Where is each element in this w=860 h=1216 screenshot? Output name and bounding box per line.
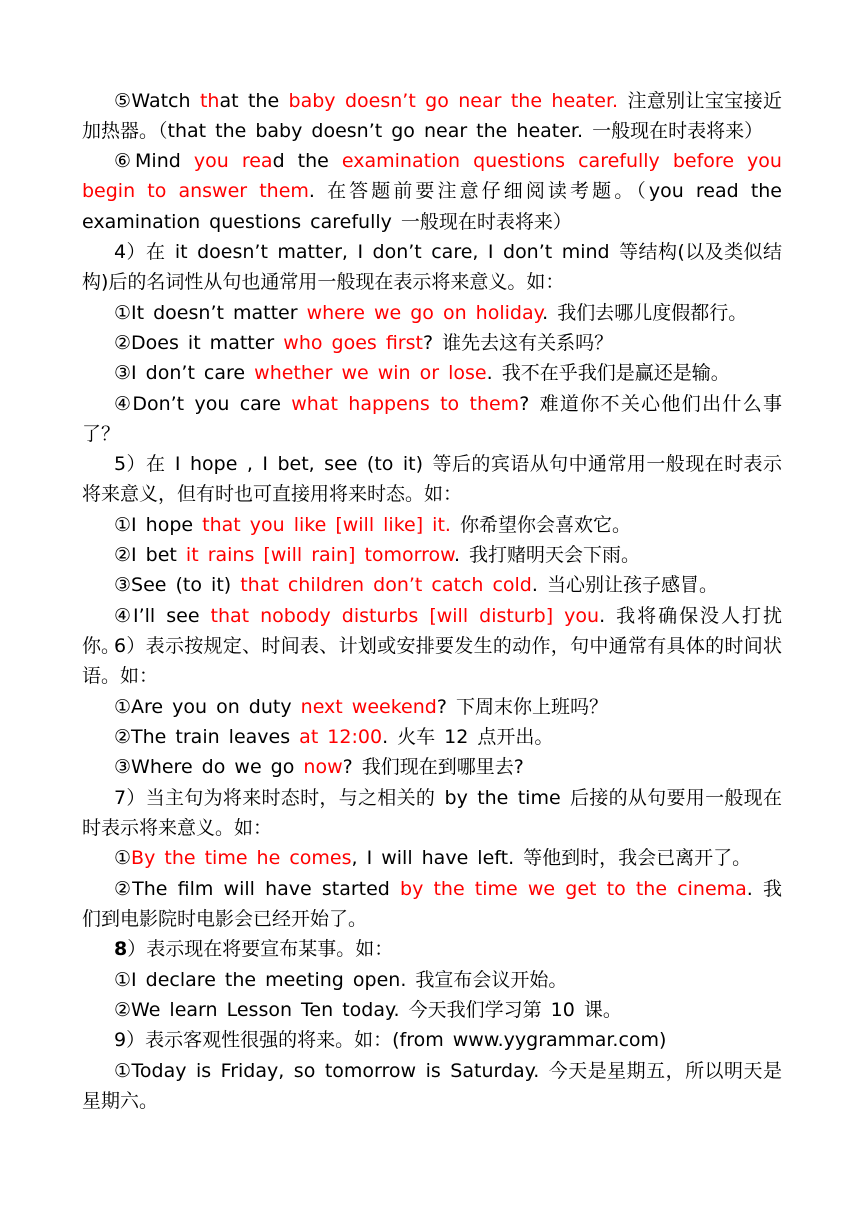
section-heading-9: 9）表示客观性很强的将来。如：(from www.yygrammar.com) [114, 1029, 667, 1051]
section-heading-7: 7）当主句为将来时态时，与之相关的 by the time 后接的从句要用一般现在时表示将来意义。如： [82, 787, 782, 840]
paragraph-example-declare: ①I declare the meeting open. 我宣布会议开始。 [114, 969, 568, 991]
paragraph-example-friday: ①Today is Friday, so tomorrow is Saturday. 今天是星期五，所以明天是星期六。 [82, 1060, 782, 1113]
paragraph-example-by-the-time: ①By the time he comes, I will have left. 等他到时，我会已离开了。 [114, 847, 752, 869]
paragraph-example-see-to-it: ③See (to it) that children don’t catch cold. 当心别让孩子感冒。 [114, 574, 718, 596]
paragraph-example-film: ②The film will have started by the time we get to the cinema. 我们到电影院时电影会已经开始了。 [82, 878, 782, 931]
paragraph-example-watch: ⑤Watch that the baby doesn’t go near the heater. 注意别让宝宝接近加热器。（that the baby doesn’t go near the heater. 一般现在时表将来） [82, 90, 782, 143]
paragraph-example-train: ②The train leaves at 12:00. 火车 12 点开出。 [114, 726, 554, 748]
paragraph-example-hope: ①I hope that you like [will like] it. 你希望你会喜欢它。 [114, 514, 631, 536]
paragraph-example-on-duty: ①Are you on duty next weekend? 下周末你上班吗？ [114, 696, 608, 718]
paragraph-example-doesnt-matter: ①It doesn’t matter where we go on holiday. 我们去哪儿度假都行。 [114, 302, 748, 324]
section-heading-5: 5）在 I hope , I bet, see (to it) 等后的宾语从句中通常用一般现在时表示将来意义，但有时也可直接用将来时态。如： [82, 453, 782, 506]
paragraph-example-dont-care: ③I don’t care whether we win or lose. 我不在乎我们是赢还是输。 [114, 362, 730, 384]
section-heading-6: 6）表示按规定、时间表、计划或安排要发生的动作，句中通常有具体的时间状语。如： [82, 635, 782, 688]
section-heading-8: 8）表示现在将要宣布某事。如： [114, 938, 394, 960]
paragraph-example-does-it-matter: ②Does it matter who goes first? 谁先去这有关系吗？ [114, 332, 614, 354]
paragraph-example-where: ③Where do we go now? 我们现在到哪里去? [114, 756, 524, 778]
paragraph-example-dont-you-care: ④Don’t you care what happens to them? 难道你不关心他们出什么事了？ [82, 393, 783, 446]
paragraph-example-bet: ②I bet it rains [will rain] tomorrow. 我打赌明天会下雨。 [114, 544, 641, 566]
paragraph-example-mind: ⑥Mind you read the examination questions carefully before you begin to answer them. 在答题前要注意仔细阅读考题。（you read the examination questions carefully 一般现在时表将来） [82, 150, 782, 233]
section-heading-4: 4）在 it doesn’t matter, I don’t care, I don’t mind 等结构(以及类似结构)后的名词性从句也通常用一般现在表示将来意义。如： [82, 241, 782, 294]
paragraph-example-ill-see: ④I’ll see that nobody disturbs [will disturb] you. 我将确保没人打扰你。 [82, 605, 782, 658]
paragraph-example-lesson: ②We learn Lesson Ten today. 今天我们学习第 10 课。 [114, 999, 622, 1021]
